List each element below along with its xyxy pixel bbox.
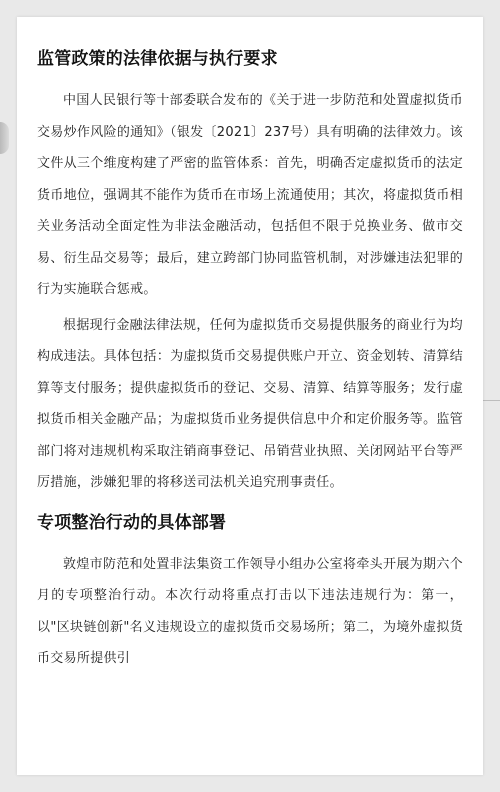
section-heading-legal-basis: 监管政策的法律依据与执行要求 — [37, 49, 278, 69]
section-heading-campaign: 专项整治行动的具体部署 — [37, 512, 227, 533]
page-edge-line — [483, 400, 500, 401]
document-page — [17, 17, 483, 775]
paragraph-notice-overview: 中国人民银行等十部委联合发布的《关于进一步防范和处置虚拟货币交易炒作风险的通知》（银发〔2021〕237号）具有明确的法律效力。该文件从三个维度构建了严密的监管体系：首先，明确否定虚拟货币的法定货币地位，强调其不能作为货币在市场上流通使用；其次，将虚拟货币相关业务活动全面定性为非法金融活动，包括但不限于兑换业务、做市交易、衍生品交易等；最后，建立跨部门协同监管机制，对涉嫌违法犯罪的行为实施联合惩戒。 — [37, 93, 463, 297]
page-curl-shadow — [0, 122, 9, 154]
document-content — [17, 17, 483, 675]
paragraph-campaign-details: 敦煌市防范和处置非法集资工作领导小组办公室将牵头开展为期六个月的专项整治行动。本次行动将重点打击以下违法违规行为：第一，以"区块链创新"名义违规设立的虚拟货币交易场所；第二，为境外虚拟货币交易所提供引 — [37, 556, 463, 666]
paragraph-illegal-services: 根据现行金融法律法规，任何为虚拟货币交易提供服务的商业行为均构成违法。具体包括：为虚拟货币交易提供账户开立、资金划转、清算结算等支付服务；提供虚拟货币的登记、交易、清算、结算等服务；发行虚拟货币相关金融产品；为虚拟货币业务提供信息中介和定价服务等。监管部门将对违规机构采取注销商事登记、吊销营业执照、关闭网站平台等严厉措施，涉嫌犯罪的将移送司法机关追究刑事责任。 — [37, 317, 463, 490]
